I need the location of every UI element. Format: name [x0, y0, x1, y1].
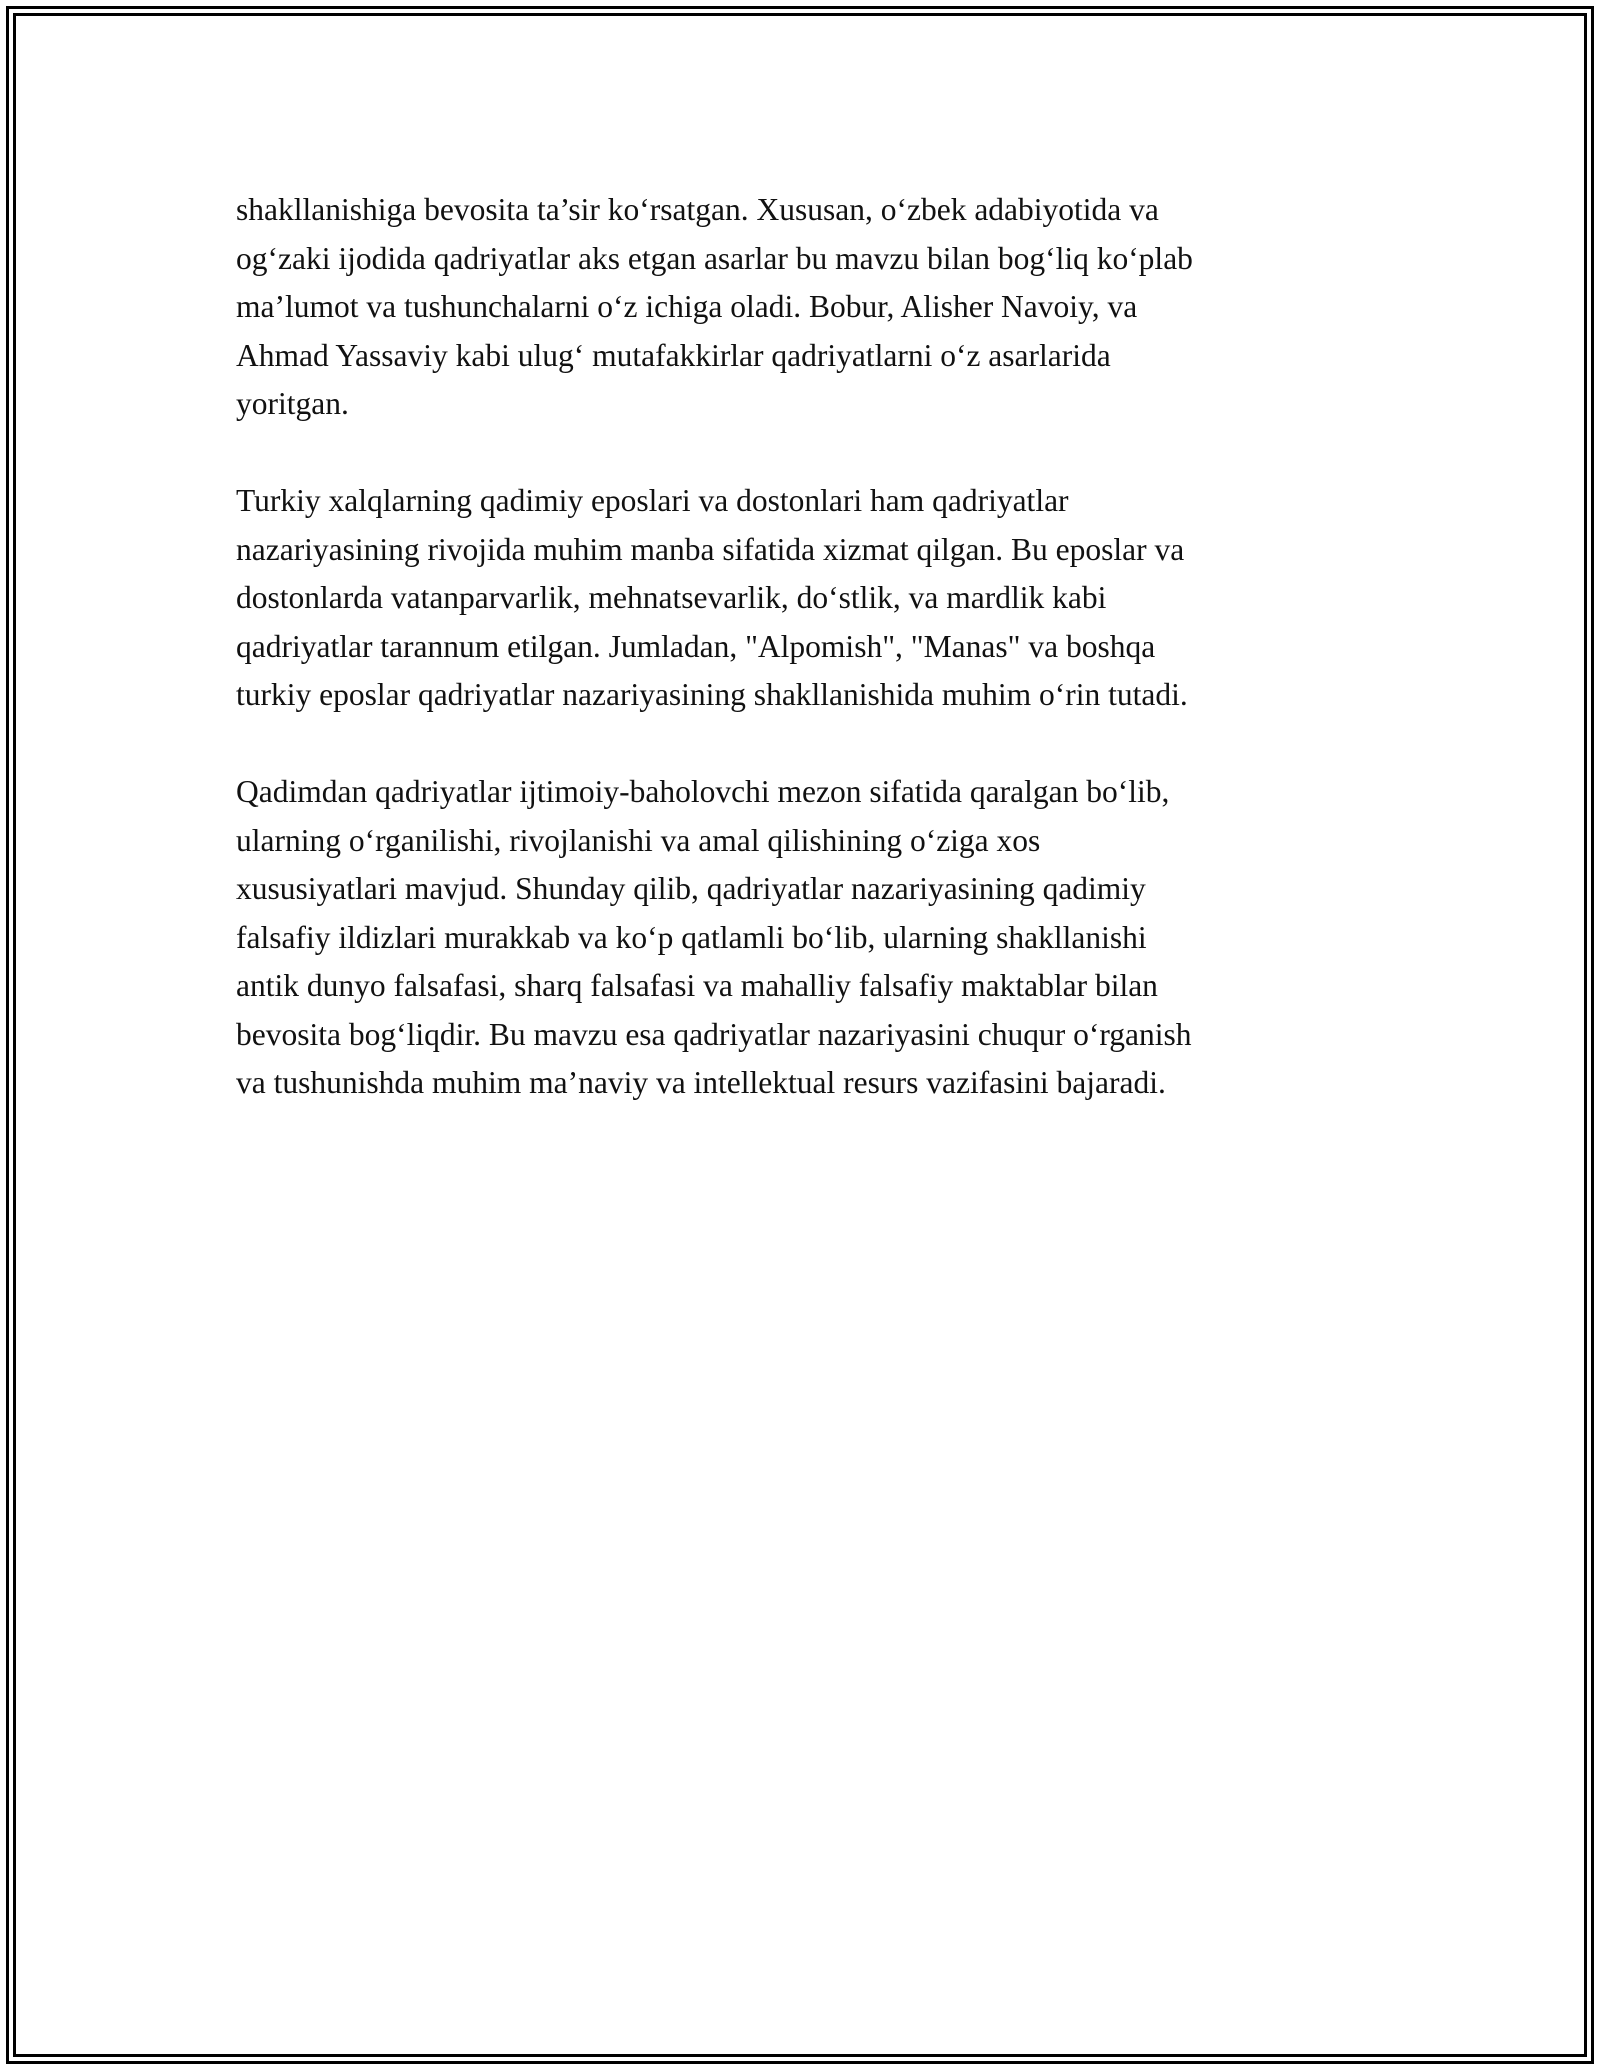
paragraph-2: Turkiy xalqlarning qadimiy eposlari va dostonlari ham qadriyatlar nazariyasining rivojida muhim manba sifatida xizmat qilgan. Bu eposlar va dostonlarda vatanparvarlik, mehnatsevarlik, doʻstlik, va mardlik kabi qadriyatlar tarannum etilgan. Jumladan, "Alpomish", "Manas" va boshqa turkiy eposlar qadriyatlar nazariyasining shakllanishida muhim oʻrin tutadi.	[236, 483, 1188, 712]
paragraph-1: shakllanishiga bevosita ta’sir koʻrsatgan. Xususan, oʻzbek adabiyotida va ogʻzaki ijodida qadriyatlar aks etgan asarlar bu mavzu bilan bogʻliq koʻplab ma’lumot va tushunchalarni oʻz ichiga oladi. Bobur, Alisher Navoiy, va Ahmad Yassaviy kabi ulugʻ mutafakkirlar qadriyatlarni oʻz asarlarida yoritgan.	[236, 192, 1193, 421]
paragraph-3: Qadimdan qadriyatlar ijtimoiy-baholovchi mezon sifatida qaralgan boʻlib, ularning oʻrganilishi, rivojlanishi va amal qilishining oʻziga xos xususiyatlari mavjud. Shunday qilib, qadriyatlar nazariyasining qadimiy falsafiy ildizlari murakkab va koʻp qatlamli boʻlib, ularning shakllanishi antik dunyo falsafasi, sharq falsafasi va mahalliy falsafiy maktablar bilan bevosita bogʻliqdir. Bu mavzu esa qadriyatlar nazariyasini chuqur oʻrganish va tushunishda muhim ma’naviy va intellektual resurs vazifasini bajaradi.	[236, 774, 1192, 1100]
document-body	[236, 186, 1366, 1108]
